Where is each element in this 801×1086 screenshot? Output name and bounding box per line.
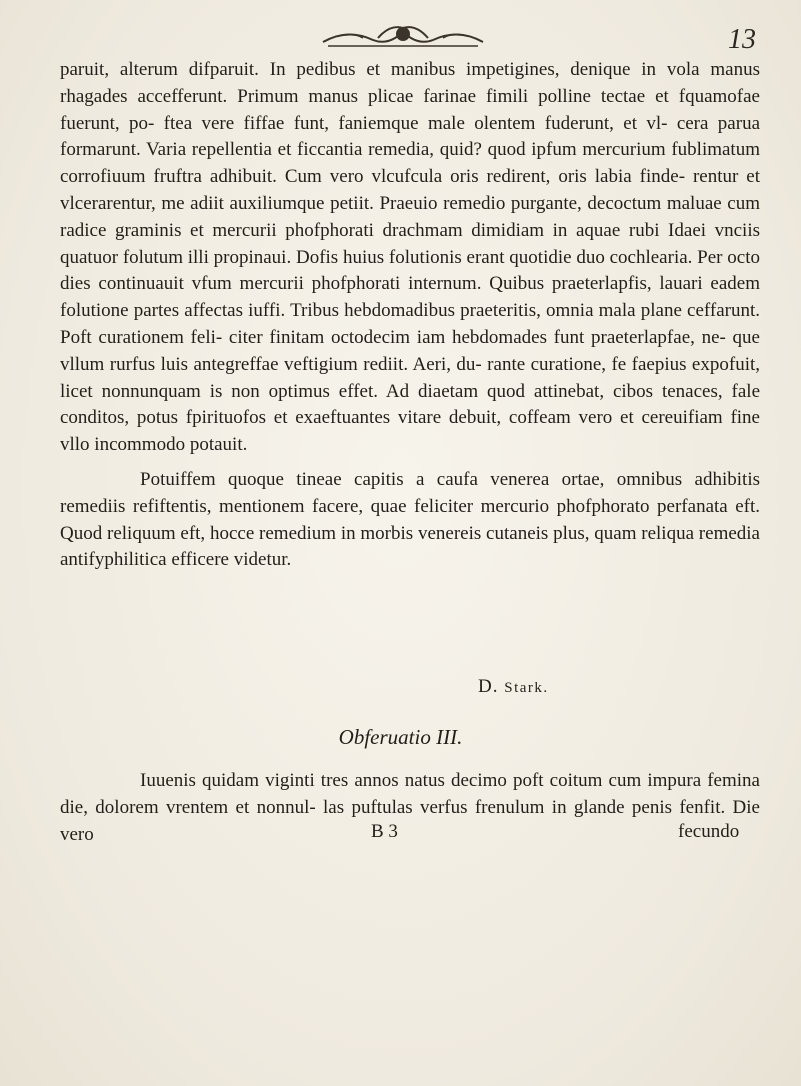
paragraph-3: Iuuenis quidam viginti tres annos natus decimo poft coitum cum impura femina die, dolorem vrentem et nonnul- las puftulas verfus frenulum in glande penis fenfit. Die vero: [60, 770, 760, 845]
main-text: [60, 57, 760, 574]
signature-initial: D.: [478, 676, 499, 697]
signature-name: Stark.: [504, 680, 549, 696]
catchword: fecundo: [678, 821, 740, 842]
paragraph-1: paruit, alterum difparuit. In pedibus et manibus impetigines, denique in vola manus rhagades accefferunt. Primum manus plicae farinae fimili polline tectae et fquamofae fuerunt, po- ftea vere fiffae funt, faniemque male olentem fuderunt, et vl- cera parua formarunt. Varia repellentia et ficcantia remedia, quid? quod ipfum mercurium fublimatum corrofiuum fruftra adhibuit. Cum vero vlcufcula oris redirent, oris labia finde- rentur et vlcerarentur, me adiit auxiliumque petiit. Praeuio remedio purgante, decoctum maluae cum radice graminis et mercurii phofphorati drachmam dimidiam in aquae rubi Idaei vnciis quatuor folutum illi propinaui. Dofis huius folutionis erant quotidie duo cochlearia. Per octo dies continuauit vfum mercurii phofphorati internum. Quibus praeterlapfis, lauari eadem folutione partes affectas iuffi. Tribus hebdomadibus praeteritis, omnia mala plane ceffarunt. Poft curationem feli- citer finitam octodecim iam hebdomades funt praeterlapfae, ne- que vllum rurfus luis antegreffae veftigium rediit. Aeri, du- rante curatione, fe faepius expofuit, licet nonnunquam is non optimus effet. Ad diaetam quod attinebat, cibos tenaces, fale conditos, potus fpirituofos et exaeftuantes vitare debuit, coffeam vero et cereuifiam fine vllo incommodo potauit.: [60, 59, 760, 456]
author-signature: [478, 676, 549, 698]
page-number: 13: [728, 24, 756, 55]
observation-heading: Obferuatio III.: [338, 725, 463, 749]
page-footer: [0, 821, 801, 851]
decorative-headpiece-icon: [318, 22, 488, 50]
signature-mark: B 3: [371, 821, 398, 842]
paragraph-2: Potuiffem quoque tineae capitis a caufa venerea ortae, omnibus adhibitis remediis refiftentis, mentionem facere, quae feliciter mercurio phofphorato perfanata eft. Quod reliquum eft, hocce remedium in morbis venereis cutaneis plus, quam reliqua remedia antifyphilitica efficere videtur.: [60, 468, 760, 571]
